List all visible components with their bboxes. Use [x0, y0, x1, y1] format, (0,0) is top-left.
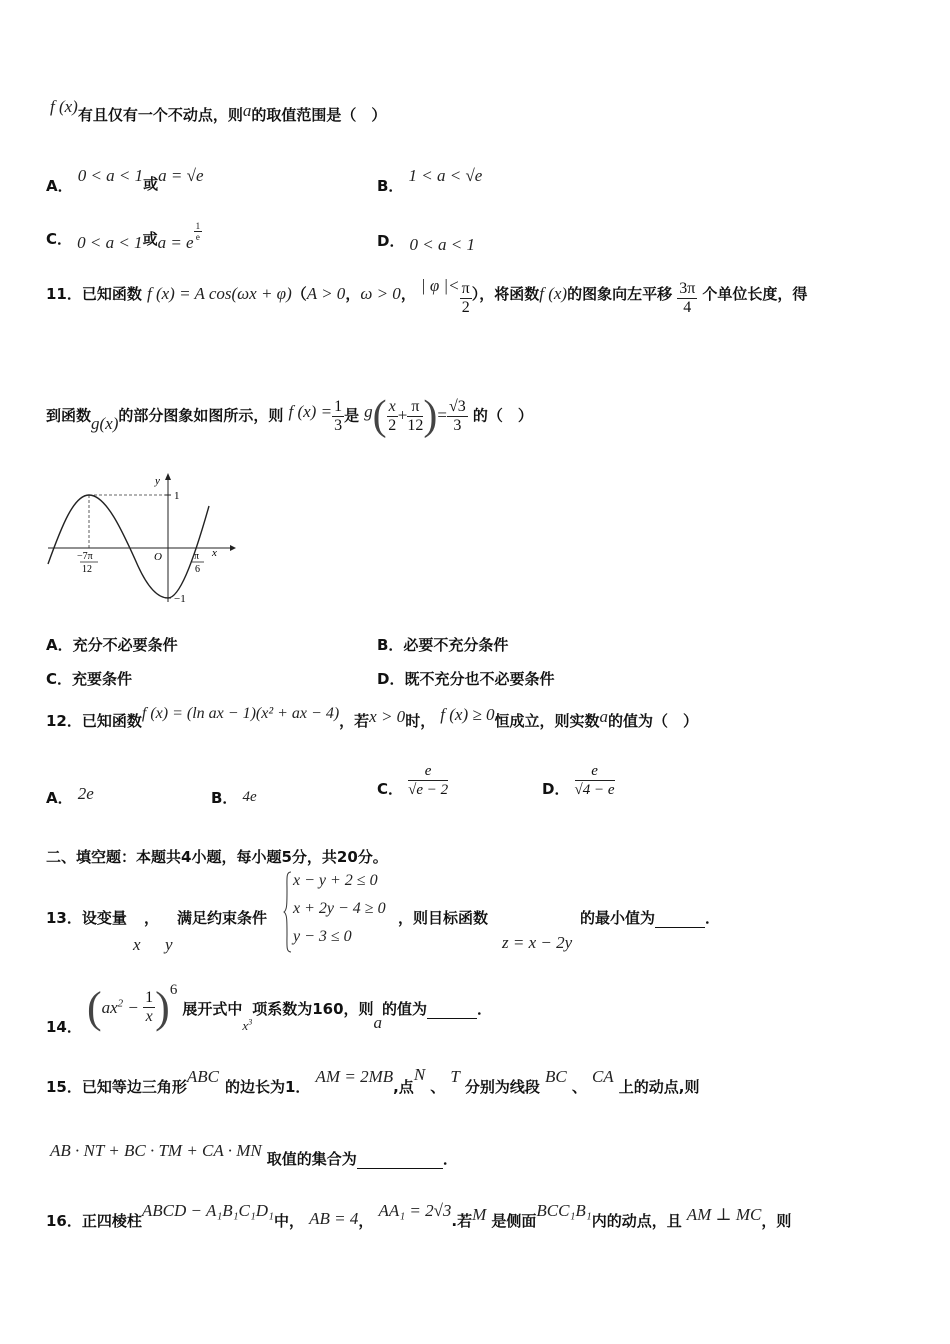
q13-text3: ，则目标函数: [398, 909, 489, 927]
q11-line2-text1: 到函数: [46, 406, 92, 425]
q11-sep1: ，: [345, 285, 361, 303]
q11-g: g: [364, 401, 373, 421]
q12-option-c-label: C．: [377, 780, 404, 798]
q10-option-c-exponent: $\frac{1}{e}$: [195, 221, 201, 242]
q15-abc: ABC: [186, 1067, 219, 1086]
q13-stem: [46, 907, 267, 928]
q11-cond1: A > 0: [306, 284, 346, 303]
q14-xterm: x3: [242, 1017, 253, 1033]
q11-lparen: (: [372, 393, 387, 439]
q12-option-a[interactable]: [46, 783, 94, 807]
q11-graph-x-label: x: [212, 547, 217, 559]
q11-pi-over-2: $\frac{\pi}{2}$: [461, 280, 470, 316]
q16-ab: AB = 4: [309, 1209, 359, 1228]
q13-constraints: [283, 870, 403, 954]
q13-number: 13．: [46, 909, 82, 927]
q10-option-a-label: A．: [46, 177, 73, 195]
q10-option-d-math: 0 < a < 1: [409, 235, 475, 254]
q15-line1: [46, 1065, 700, 1096]
q11-eq: =: [437, 405, 447, 425]
q15-sep2: 、: [571, 1078, 587, 1096]
q13-c2: x + 2y − 4 ≥ 0: [293, 900, 386, 917]
q10-option-c-label: C．: [46, 230, 73, 248]
q11-option-d[interactable]: D．既不充分也不必要条件: [377, 670, 555, 688]
q10-option-a-math2: a = √e: [158, 166, 204, 185]
q13-text1: 设变量: [81, 909, 127, 927]
q12-cond: x > 0: [369, 707, 406, 726]
q12-option-c-frac: $\frac{e}{√e - 2}$: [408, 763, 449, 798]
q16-m: M: [472, 1205, 487, 1224]
q14-a: a: [373, 1013, 383, 1032]
q15-am: AM = 2MB: [315, 1067, 394, 1086]
q11-text2: ），将函数: [471, 285, 540, 303]
q16-sep: ，: [358, 1212, 374, 1230]
q16-number: 16．: [46, 1212, 82, 1230]
q11-option-b[interactable]: B．必要不充分条件: [377, 636, 509, 654]
q11-cond-open: （: [291, 285, 307, 303]
q14-rparen: ): [155, 983, 170, 1032]
q12-option-b[interactable]: [211, 785, 257, 806]
q12-number: 12．: [46, 712, 82, 730]
q11-sep2: ，: [400, 285, 416, 303]
q13-text4: 的最小值为: [580, 909, 656, 927]
q15-ca: CA: [591, 1067, 614, 1086]
q11-graph-y-label: y: [155, 475, 160, 487]
q11-shift: $\frac{3\pi}{4}$: [679, 280, 696, 316]
q15-line2: [50, 1140, 458, 1168]
q16-text4: 是侧面: [491, 1212, 537, 1230]
q15-bc: BC: [545, 1067, 567, 1086]
q13-brace: [283, 870, 293, 954]
q12-text2: ，若: [339, 712, 370, 730]
q10-option-b[interactable]: [377, 165, 483, 195]
q14-text1: 展开式中: [182, 1000, 243, 1018]
q13-c1: x − y + 2 ≤ 0: [293, 872, 378, 889]
q13-y: y: [165, 935, 173, 954]
q11-plus: +: [397, 405, 408, 425]
q15-answer-blank[interactable]: [357, 1149, 443, 1169]
q11-one-third: $\frac{1}{3}$: [334, 397, 343, 434]
q16-aa1: AA₁ = 2√3: [378, 1201, 452, 1220]
q10-fx: f (x): [50, 97, 78, 116]
q12-stem: [46, 705, 698, 731]
q11-fx-eq: f (x) =: [288, 401, 333, 421]
q11-line2-text2: 的部分图象如图所示，则: [118, 406, 284, 425]
q11-gx: g(x): [91, 413, 119, 433]
q11-graph-x-arrow: [230, 545, 236, 551]
q13-target: z = x − 2y: [502, 933, 573, 952]
q14-end: ．: [477, 1000, 493, 1018]
q16-text1: 正四棱柱: [81, 1212, 142, 1230]
q10-option-c-math2: a = e: [157, 233, 194, 252]
q15-t: T: [450, 1067, 460, 1086]
q15-text6: 取值的集合为: [266, 1150, 357, 1168]
q12-option-b-label: B．: [211, 789, 238, 807]
q11-text3: 的图象向左平移: [567, 285, 673, 303]
q14-answer-blank[interactable]: [427, 999, 477, 1019]
q13-answer-blank[interactable]: [655, 908, 705, 928]
q10-option-b-math: 1 < a < √e: [408, 166, 483, 185]
section2-heading: 二、填空题：本题共4小题，每小题5分，共20分。: [46, 848, 388, 866]
q11-graph-left-tick-den: 12: [82, 564, 92, 575]
q16-face: BCC₁B₁: [536, 1201, 592, 1220]
q11-func2: f (x): [539, 284, 568, 303]
q15-text3: ,点: [393, 1078, 414, 1096]
q12-option-b-math: 4e: [242, 789, 257, 805]
q11-graph-left-tick-num: −7π: [77, 551, 93, 562]
q15-n: N: [413, 1065, 426, 1084]
q11-cond2: ω > 0: [360, 284, 401, 303]
q12-text1: 已知函数: [81, 712, 142, 730]
q11-rparen: ): [423, 393, 438, 439]
q11-option-c[interactable]: C．充要条件: [46, 670, 133, 688]
q11-text1: 已知函数: [81, 285, 142, 303]
q11-graph-bottom-label: −1: [174, 593, 186, 605]
q11-text4: 个单位长度，得: [702, 285, 808, 303]
q12-option-d-frac: $\frac{e}{√4 - e}$: [574, 763, 615, 798]
q16-prism: ABCD − A₁B₁C₁D₁: [141, 1201, 274, 1220]
q14-number: 14．: [46, 1018, 82, 1036]
q12-text4: 恒成立，则实数: [494, 712, 600, 730]
q13-text2: 满足约束条件: [177, 909, 268, 927]
q12-a: a: [599, 707, 608, 726]
q14-one-over-x: $\frac{1}{x}$: [145, 989, 154, 1025]
q15-text5: 上的动点,则: [618, 1078, 700, 1096]
q11-x-over-2: $\frac{x}{2}$: [388, 397, 397, 434]
q10-option-b-label: B．: [377, 177, 404, 195]
q12-option-a-label: A．: [46, 789, 73, 807]
q15-number: 15．: [46, 1078, 82, 1096]
q14-ax2: $ax^2$ −: [101, 997, 144, 1017]
q11-cond3: | φ |<: [420, 276, 460, 295]
q13-tail: [580, 907, 720, 928]
q10-stem: [50, 97, 387, 125]
q10-option-c[interactable]: [46, 221, 202, 252]
q12-option-a-math: 2e: [77, 784, 94, 803]
q14-lparen: (: [86, 983, 102, 1032]
q11-sqrt3-over-3: $\frac{√3}{3}$: [448, 397, 466, 434]
q12-option-d[interactable]: [542, 762, 615, 799]
q12-text5: 的值为（ ）: [607, 712, 698, 730]
q15-sep: 、: [430, 1078, 446, 1096]
q13-end: ．: [705, 909, 721, 927]
q11-option-a[interactable]: A．充分不必要条件: [46, 636, 178, 654]
q12-option-d-label: D．: [542, 780, 570, 798]
q11-line2: [46, 392, 533, 440]
q13-sep: ，: [143, 909, 159, 927]
q16-text6: ，则: [761, 1212, 792, 1230]
q10-option-a[interactable]: [46, 165, 204, 195]
q14-text2: 项系数为160，则: [252, 1000, 374, 1018]
q11-graph-top-label: 1: [174, 490, 180, 502]
q15-text1: 已知等边三角形: [81, 1078, 187, 1096]
q16-stem: [46, 1200, 792, 1230]
q14-power: 6: [169, 982, 178, 998]
q10-option-a-or: 或: [143, 175, 159, 193]
q12-text3: 时，: [405, 712, 436, 730]
q15-text2: 的边长为1．: [225, 1078, 311, 1096]
q11-graph-curve: [48, 495, 209, 598]
q10-option-c-math1: 0 < a < 1: [77, 233, 143, 252]
q10-text1: 有且仅有一个不动点，则: [77, 106, 243, 124]
q11-graph-y-arrow: [165, 473, 171, 480]
q11-number: 11．: [46, 285, 82, 303]
q11-line2-end: 的（ ）: [472, 406, 533, 425]
q10-option-d[interactable]: [377, 230, 475, 254]
q11-line2-is: 是: [344, 406, 360, 425]
q13-c3: y − 3 ≤ 0: [293, 928, 352, 945]
q11-graph-origin-label: O: [154, 551, 162, 563]
q10-option-a-math1: 0 < a < 1: [77, 166, 144, 185]
q13-x: x: [133, 935, 141, 954]
q11-graph: [44, 470, 244, 610]
q16-text2: 中，: [273, 1212, 304, 1230]
q11-graph-right-tick-den: 6: [195, 564, 200, 575]
q10-option-c-or: 或: [142, 230, 158, 248]
q16-text3: .若: [451, 1212, 473, 1230]
q15-end: ．: [442, 1150, 458, 1168]
q14-text3: 的值为: [382, 1000, 428, 1018]
q12-ineq: f (x) ≥ 0: [440, 705, 495, 724]
q15-text4: 分别为线段: [464, 1078, 540, 1096]
q11-func: f (x) = A cos(ωx + φ): [146, 284, 292, 303]
q12-option-c[interactable]: [377, 762, 448, 799]
q16-perp: AM ⊥ MC: [686, 1205, 762, 1224]
q14-stem: [46, 982, 493, 1036]
q10-a: a: [242, 101, 252, 120]
q16-text5: 内的动点，且: [591, 1212, 682, 1230]
q10-text2: 的取值范围是（ ）: [251, 106, 387, 124]
q11-line1: [46, 276, 808, 317]
q11-pi-over-12: $\frac{\pi}{12}$: [407, 397, 424, 434]
q11-graph-right-tick-num: π: [194, 551, 200, 562]
q12-func: f (x) = (ln ax − 1)(x² + ax − 4): [141, 705, 340, 722]
q10-option-d-label: D．: [377, 232, 405, 250]
q15-expr: AB · NT + BC · TM + CA · MN: [50, 1141, 262, 1160]
